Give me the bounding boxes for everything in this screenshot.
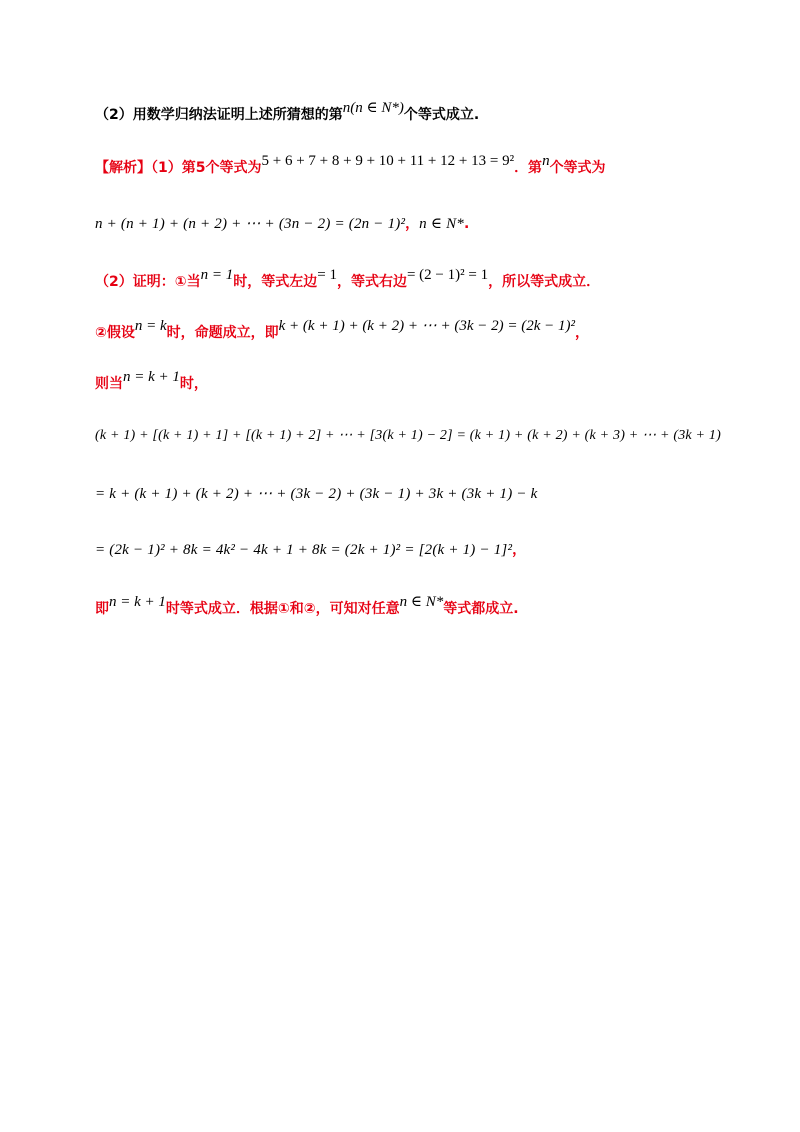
proof-b-end: ， bbox=[575, 325, 589, 341]
proof-b-m1: n = k bbox=[134, 318, 167, 334]
general-comma: ， bbox=[405, 216, 420, 232]
question-2-suffix: 个等式成立. bbox=[403, 107, 480, 123]
proof-hypothesis bbox=[95, 318, 589, 342]
equation-2: = k + (k + 1) + (k + 2) + ⋯ + (3k − 2) + (3k − 1) + 3k + (3k + 1) − k bbox=[95, 486, 538, 502]
proof-b-m2: k + (k + 1) + (k + 2) + ⋯ + (3k − 2) = (2k − 1)² bbox=[278, 318, 575, 334]
proof-conclusion bbox=[95, 594, 519, 618]
proof-equation-2 bbox=[95, 483, 537, 503]
question-2 bbox=[95, 100, 480, 124]
proof-d-prefix: 即 bbox=[95, 601, 109, 617]
proof-d-end: 等式都成立. bbox=[443, 601, 519, 617]
proof-d-m2: n ∈ N* bbox=[399, 594, 444, 610]
proof-d-mid: 时等式成立．根据①和②，可知对任意 bbox=[165, 601, 400, 617]
equation-3-end: ， bbox=[512, 542, 527, 558]
proof-c-m1: n = k + 1 bbox=[123, 369, 180, 385]
fifth-equation: 5 + 6 + 7 + 8 + 9 + 10 + 11 + 12 + 13 = 9² bbox=[261, 153, 515, 169]
proof-a-mid1: 时，等式左边 bbox=[233, 274, 318, 290]
proof-c-end: 时， bbox=[179, 376, 208, 392]
proof-equation-3 bbox=[95, 539, 526, 559]
proof-base-case bbox=[95, 267, 601, 291]
general-end: . bbox=[463, 216, 470, 232]
proof-b-prefix: ②假设 bbox=[95, 325, 135, 341]
equation-1: (k + 1) + [(k + 1) + 1] + [(k + 1) + 2] + ⋯ + [3(k + 1) − 2] = (k + 1) + (k + 2) + (k + 3) + ⋯ + (3k + 1) bbox=[95, 428, 721, 443]
equation-3: = (2k − 1)² + 8k = 4k² − 4k + 1 + 8k = (2k + 1)² = [2(k + 1) − 1]² bbox=[95, 542, 513, 558]
analysis-tag: 【解析】 bbox=[95, 160, 151, 176]
proof-a-end: ，所以等式成立． bbox=[488, 274, 601, 290]
general-equation: n + (n + 1) + (n + 2) + ⋯ + (3n − 2) = (2n − 1)² bbox=[95, 216, 406, 232]
general-domain: n ∈ N* bbox=[419, 216, 464, 232]
general-equation-line bbox=[95, 213, 469, 233]
proof-a-m1: n = 1 bbox=[200, 267, 234, 283]
proof-equation-1 bbox=[95, 424, 721, 444]
proof-c-prefix: 则当 bbox=[95, 376, 123, 392]
analysis-p1-n: n bbox=[542, 153, 550, 169]
proof-a-prefix: （2）证明：①当 bbox=[95, 274, 201, 290]
analysis-p1-c: 个等式为 bbox=[549, 160, 606, 176]
proof-a-m2: = 1 bbox=[317, 267, 337, 283]
proof-d-m1: n = k + 1 bbox=[109, 594, 166, 610]
proof-a-mid2: ，等式右边 bbox=[336, 274, 407, 290]
question-2-prefix: （2）用数学归纳法证明上述所猜想的第 bbox=[95, 107, 343, 123]
proof-b-mid: 时，命题成立，即 bbox=[166, 325, 279, 341]
proof-a-m3: = (2 − 1)² = 1 bbox=[406, 267, 489, 283]
analysis-part-1 bbox=[95, 153, 606, 177]
question-2-math: n(n ∈ N*) bbox=[342, 100, 404, 116]
analysis-p1-a: （1）第5个等式为 bbox=[151, 160, 262, 176]
proof-step-intro bbox=[95, 369, 208, 393]
analysis-p1-b: ．第 bbox=[514, 160, 543, 176]
